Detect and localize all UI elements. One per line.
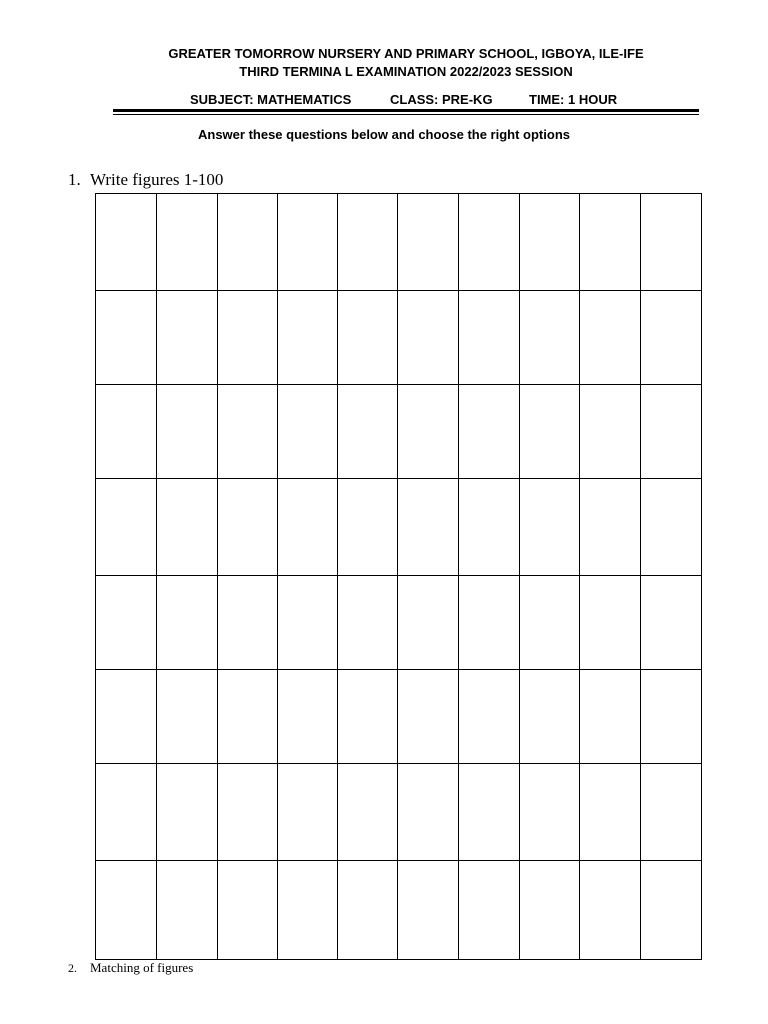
grid-cell[interactable] — [459, 861, 520, 960]
grid-cell[interactable] — [96, 479, 157, 576]
question-text: Matching of figures — [90, 960, 194, 975]
header-divider-thin — [113, 114, 699, 115]
grid-cell[interactable] — [338, 479, 398, 576]
grid-cell[interactable] — [278, 291, 338, 385]
grid-cell[interactable] — [157, 479, 218, 576]
grid-cell[interactable] — [580, 670, 641, 764]
subject-line — [190, 92, 617, 107]
grid-cell[interactable] — [278, 670, 338, 764]
grid-row — [96, 385, 702, 479]
grid-cell[interactable] — [641, 861, 702, 960]
grid-row — [96, 576, 702, 670]
grid-cell[interactable] — [96, 576, 157, 670]
grid-cell[interactable] — [398, 194, 459, 291]
grid-cell[interactable] — [96, 194, 157, 291]
question-number: 1. — [68, 170, 81, 189]
grid-cell[interactable] — [338, 670, 398, 764]
grid-cell[interactable] — [338, 576, 398, 670]
grid-cell[interactable] — [520, 385, 580, 479]
grid-cell[interactable] — [218, 576, 278, 670]
grid-cell[interactable] — [459, 670, 520, 764]
grid-cell[interactable] — [459, 479, 520, 576]
grid-cell[interactable] — [398, 861, 459, 960]
school-name: GREATER TOMORROW NURSERY AND PRIMARY SCHOOL, IGBOYA, ILE-IFE — [168, 46, 644, 61]
grid-cell[interactable] — [641, 291, 702, 385]
grid-cell[interactable] — [278, 764, 338, 861]
grid-cell[interactable] — [218, 861, 278, 960]
grid-row — [96, 670, 702, 764]
grid-cell[interactable] — [338, 194, 398, 291]
grid-cell[interactable] — [459, 291, 520, 385]
grid-cell[interactable] — [398, 764, 459, 861]
subject-label: SUBJECT: MATHEMATICS — [190, 92, 352, 107]
grid-cell[interactable] — [641, 194, 702, 291]
grid-cell[interactable] — [398, 385, 459, 479]
grid-row — [96, 479, 702, 576]
grid-cell[interactable] — [520, 194, 580, 291]
grid-cell[interactable] — [157, 385, 218, 479]
grid-cell[interactable] — [520, 291, 580, 385]
instructions-text: Answer these questions below and choose the right options — [198, 127, 570, 142]
grid-cell[interactable] — [96, 385, 157, 479]
grid-cell[interactable] — [398, 479, 459, 576]
grid-cell[interactable] — [338, 764, 398, 861]
grid-cell[interactable] — [580, 194, 641, 291]
grid-cell[interactable] — [641, 479, 702, 576]
grid-cell[interactable] — [580, 385, 641, 479]
grid-cell[interactable] — [278, 479, 338, 576]
grid-row — [96, 861, 702, 960]
grid-cell[interactable] — [218, 291, 278, 385]
grid-row — [96, 291, 702, 385]
grid-row — [96, 764, 702, 861]
grid-cell[interactable] — [278, 385, 338, 479]
grid-cell[interactable] — [338, 291, 398, 385]
grid-cell[interactable] — [459, 385, 520, 479]
grid-cell[interactable] — [641, 385, 702, 479]
grid-cell[interactable] — [278, 576, 338, 670]
grid-cell[interactable] — [157, 576, 218, 670]
question-number: 2. — [68, 961, 77, 975]
grid-cell[interactable] — [580, 861, 641, 960]
exam-title: THIRD TERMINA L EXAMINATION 2022/2023 SESSION — [239, 64, 573, 79]
class-label: CLASS: PRE-KG — [390, 92, 493, 107]
grid-cell[interactable] — [459, 194, 520, 291]
grid-cell[interactable] — [641, 670, 702, 764]
grid-cell[interactable] — [520, 764, 580, 861]
grid-cell[interactable] — [580, 479, 641, 576]
grid-cell[interactable] — [459, 576, 520, 670]
grid-cell[interactable] — [218, 670, 278, 764]
question-text: Write figures 1-100 — [90, 170, 224, 189]
question-2 — [68, 960, 193, 976]
grid-cell[interactable] — [157, 764, 218, 861]
grid-cell[interactable] — [338, 385, 398, 479]
grid-cell[interactable] — [398, 576, 459, 670]
grid-cell[interactable] — [520, 861, 580, 960]
grid-cell[interactable] — [96, 670, 157, 764]
grid-cell[interactable] — [580, 291, 641, 385]
grid-cell[interactable] — [641, 576, 702, 670]
grid-cell[interactable] — [459, 764, 520, 861]
grid-cell[interactable] — [580, 764, 641, 861]
grid-cell[interactable] — [218, 479, 278, 576]
grid-cell[interactable] — [218, 194, 278, 291]
grid-cell[interactable] — [641, 764, 702, 861]
grid-cell[interactable] — [398, 291, 459, 385]
grid-cell[interactable] — [96, 764, 157, 861]
grid-cell[interactable] — [157, 670, 218, 764]
grid-cell[interactable] — [157, 194, 218, 291]
grid-cell[interactable] — [157, 291, 218, 385]
grid-cell[interactable] — [218, 385, 278, 479]
grid-cell[interactable] — [520, 670, 580, 764]
header-divider-thick — [113, 109, 699, 112]
grid-cell[interactable] — [157, 861, 218, 960]
answer-grid — [95, 193, 702, 960]
grid-cell[interactable] — [520, 576, 580, 670]
grid-cell[interactable] — [338, 861, 398, 960]
grid-cell[interactable] — [96, 291, 157, 385]
grid-cell[interactable] — [520, 479, 580, 576]
grid-cell[interactable] — [278, 861, 338, 960]
grid-cell[interactable] — [218, 764, 278, 861]
grid-row — [96, 194, 702, 291]
grid-cell[interactable] — [96, 861, 157, 960]
grid-cell[interactable] — [398, 670, 459, 764]
time-label: TIME: 1 HOUR — [529, 92, 618, 107]
grid-cell[interactable] — [278, 194, 338, 291]
question-1 — [68, 170, 223, 190]
grid-cell[interactable] — [580, 576, 641, 670]
